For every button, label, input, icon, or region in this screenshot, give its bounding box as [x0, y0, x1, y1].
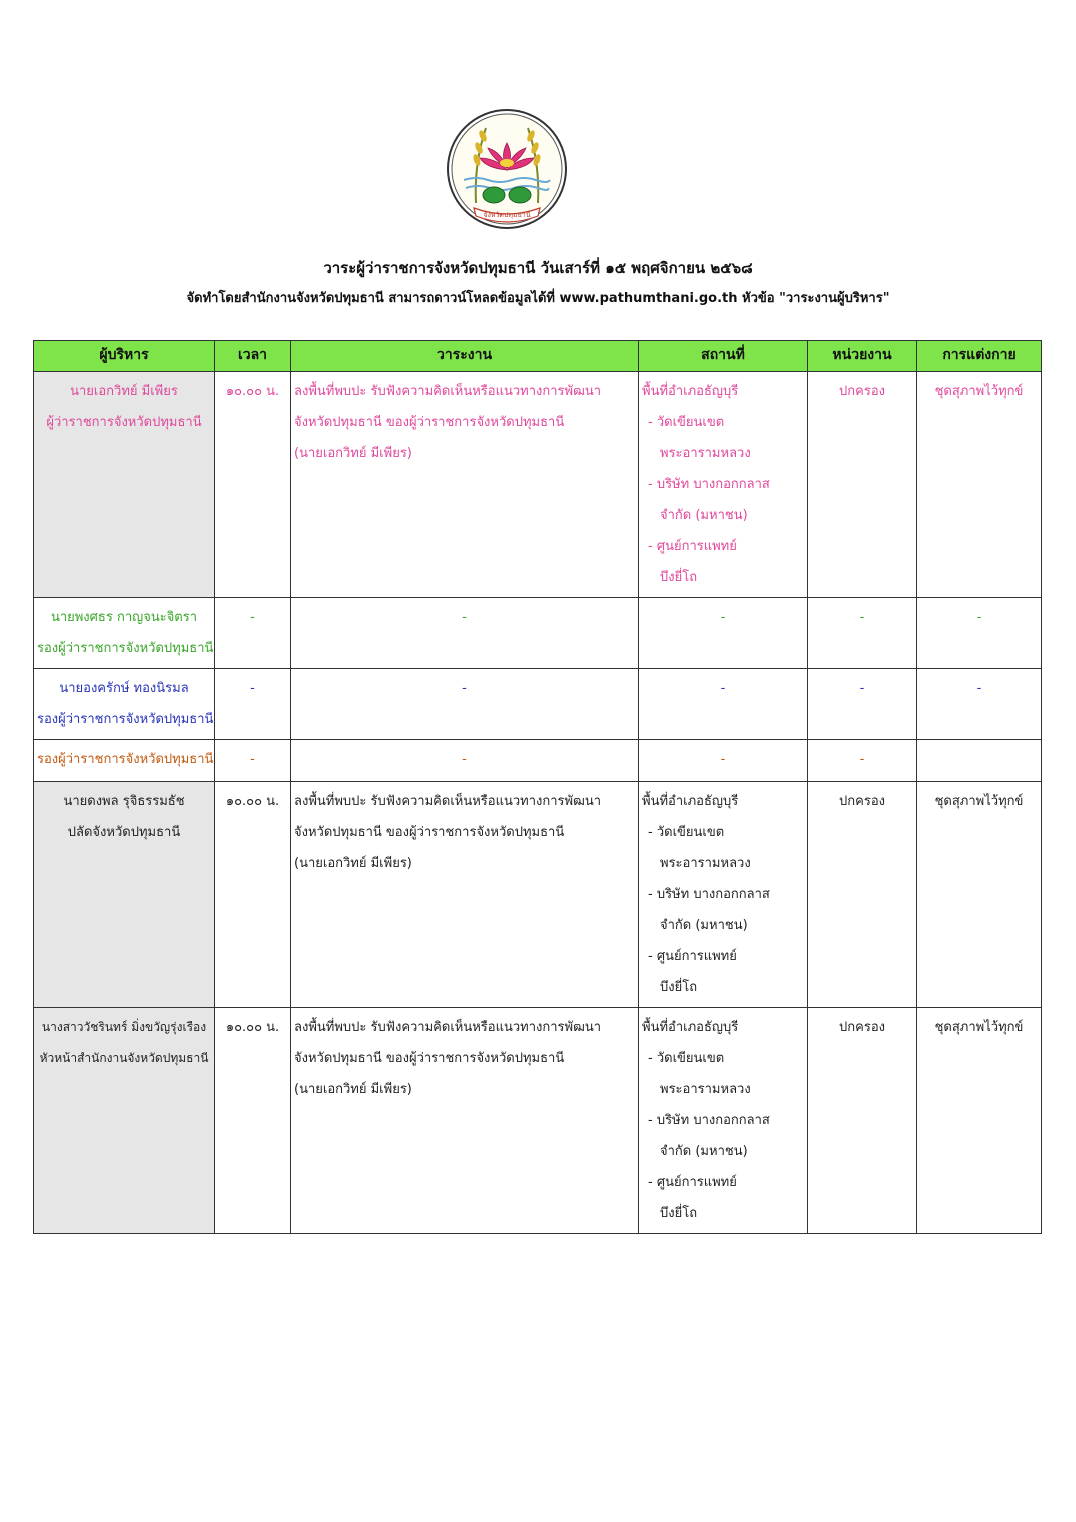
place-cell	[639, 782, 808, 1008]
executive-title: รองผู้ว่าราชการจังหวัดปทุมธานี	[37, 752, 214, 767]
agenda-cell	[291, 372, 639, 598]
place-line: จำกัด (มหาชน)	[660, 918, 748, 933]
executive-name: นายเอกวิทย์ มีเพียร	[70, 384, 178, 399]
table-row	[34, 1008, 1042, 1234]
place-line: บึงยี่โถ	[660, 570, 698, 585]
place-line: พระอารามหลวง	[660, 856, 751, 871]
place-line: บึงยี่โถ	[660, 980, 698, 995]
agenda-line: (นายเอกวิทย์ มีเพียร)	[294, 1082, 412, 1097]
table-row	[34, 740, 1042, 782]
agency-cell: -	[808, 669, 917, 740]
place-line: พื้นที่อำเภอธัญบุรี	[642, 794, 739, 809]
agenda-cell	[291, 782, 639, 1008]
agenda-line: (นายเอกวิทย์ มีเพียร)	[294, 446, 412, 461]
time-cell: ๑๐.๐๐ น.	[215, 1008, 291, 1234]
executive-cell	[34, 740, 215, 782]
time-cell: ๑๐.๐๐ น.	[215, 372, 291, 598]
agency-cell: -	[808, 598, 917, 669]
dress-cell: -	[917, 598, 1042, 669]
place-line: - บริษัท บางกอกกลาส	[648, 1113, 770, 1128]
executive-name: นายองครักษ์ ทองนิรมล	[59, 681, 189, 696]
executive-title: ปลัดจังหวัดปทุมธานี	[67, 825, 181, 840]
place-line: จำกัด (มหาชน)	[660, 1144, 748, 1159]
time-cell: -	[215, 669, 291, 740]
executive-name: นายพงศธร กาญจนะจิตรา	[50, 610, 198, 625]
place-line: - วัดเขียนเขต	[648, 825, 725, 840]
place-line: - บริษัท บางกอกกลาส	[648, 477, 770, 492]
agenda-line: (นายเอกวิทย์ มีเพียร)	[294, 856, 412, 871]
time-cell: -	[215, 598, 291, 669]
executive-cell	[34, 782, 215, 1008]
place-line: พระอารามหลวง	[660, 1082, 751, 1097]
table-header-row	[34, 341, 1042, 372]
time-cell: -	[215, 740, 291, 782]
place-line: - บริษัท บางกอกกลาส	[648, 887, 770, 902]
schedule-table	[33, 340, 1042, 1234]
dress-cell	[917, 740, 1042, 782]
executive-cell	[34, 669, 215, 740]
place-line: บึงยี่โถ	[660, 1206, 698, 1221]
place-cell: -	[639, 669, 808, 740]
executive-cell	[34, 372, 215, 598]
col-header-time: เวลา	[215, 341, 291, 372]
place-line: พื้นที่อำเภอธัญบุรี	[642, 1020, 739, 1035]
executive-title: รองผู้ว่าราชการจังหวัดปทุมธานี	[37, 641, 214, 656]
executive-cell	[34, 598, 215, 669]
table-row	[34, 598, 1042, 669]
agenda-line: ลงพื้นที่พบปะ รับฟังความคิดเห็นหรือแนวทางการพัฒนา	[294, 794, 602, 809]
col-header-agenda: วาระงาน	[291, 341, 639, 372]
dress-cell: ชุดสุภาพไว้ทุกข์	[917, 782, 1042, 1008]
executive-cell	[34, 1008, 215, 1234]
executive-name: นายดงพล รุจิธรรมธัช	[63, 794, 185, 809]
svg-text:จังหวัดปทุมธานี: จังหวัดปทุมธานี	[483, 211, 531, 219]
executive-title: ผู้ว่าราชการจังหวัดปทุมธานี	[46, 415, 202, 430]
agenda-line: จังหวัดปทุมธานี ของผู้ว่าราชการจังหวัดปทุมธานี	[294, 415, 565, 430]
place-line: พื้นที่อำเภอธัญบุรี	[642, 384, 739, 399]
agenda-line: ลงพื้นที่พบปะ รับฟังความคิดเห็นหรือแนวทางการพัฒนา	[294, 1020, 602, 1035]
agenda-line: จังหวัดปทุมธานี ของผู้ว่าราชการจังหวัดปทุมธานี	[294, 1051, 565, 1066]
place-cell	[639, 372, 808, 598]
place-line: - วัดเขียนเขต	[648, 1051, 725, 1066]
page-title: วาระผู้ว่าราชการจังหวัดปทุมธานี วันเสาร์ที่ ๑๕ พฤศจิกายน ๒๕๖๘	[323, 259, 753, 277]
agenda-line: จังหวัดปทุมธานี ของผู้ว่าราชการจังหวัดปทุมธานี	[294, 825, 565, 840]
col-header-executive: ผู้บริหาร	[34, 341, 215, 372]
place-line: พระอารามหลวง	[660, 446, 751, 461]
place-cell: -	[639, 740, 808, 782]
place-line: - วัดเขียนเขต	[648, 415, 725, 430]
dress-cell: ชุดสุภาพไว้ทุกข์	[917, 372, 1042, 598]
col-header-place: สถานที่	[639, 341, 808, 372]
col-header-dress: การแต่งกาย	[917, 341, 1042, 372]
place-cell: -	[639, 598, 808, 669]
agency-cell: ปกครอง	[808, 782, 917, 1008]
table-row	[34, 669, 1042, 740]
agency-cell: ปกครอง	[808, 1008, 917, 1234]
place-line: จำกัด (มหาชน)	[660, 508, 748, 523]
place-cell	[639, 1008, 808, 1234]
agenda-cell	[291, 1008, 639, 1234]
col-header-agency: หน่วยงาน	[808, 341, 917, 372]
table-row	[34, 372, 1042, 598]
dress-cell: ชุดสุภาพไว้ทุกข์	[917, 1008, 1042, 1234]
provincial-seal-logo	[446, 108, 568, 230]
agency-cell: -	[808, 740, 917, 782]
agenda-cell: -	[291, 669, 639, 740]
page-subtitle: จัดทำโดยสำนักงานจังหวัดปทุมธานี สามารถดาวน์โหลดข้อมูลได้ที่ www.pathumthani.go.th หัวข้อ "วาระงานผู้บริหาร"	[186, 291, 890, 306]
place-line: - ศูนย์การแพทย์	[648, 1175, 737, 1190]
table-row	[34, 782, 1042, 1008]
agenda-line: ลงพื้นที่พบปะ รับฟังความคิดเห็นหรือแนวทางการพัฒนา	[294, 384, 602, 399]
time-cell: ๑๐.๐๐ น.	[215, 782, 291, 1008]
dress-cell: -	[917, 669, 1042, 740]
executive-name: นางสาววัชรินทร์ มิ่งขวัญรุ่งเรือง	[41, 1020, 207, 1034]
agenda-cell: -	[291, 740, 639, 782]
executive-title: รองผู้ว่าราชการจังหวัดปทุมธานี	[37, 712, 214, 727]
place-line: - ศูนย์การแพทย์	[648, 949, 737, 964]
place-line: - ศูนย์การแพทย์	[648, 539, 737, 554]
agenda-cell: -	[291, 598, 639, 669]
executive-title: หัวหน้าสำนักงานจังหวัดปทุมธานี	[39, 1051, 209, 1065]
agency-cell: ปกครอง	[808, 372, 917, 598]
